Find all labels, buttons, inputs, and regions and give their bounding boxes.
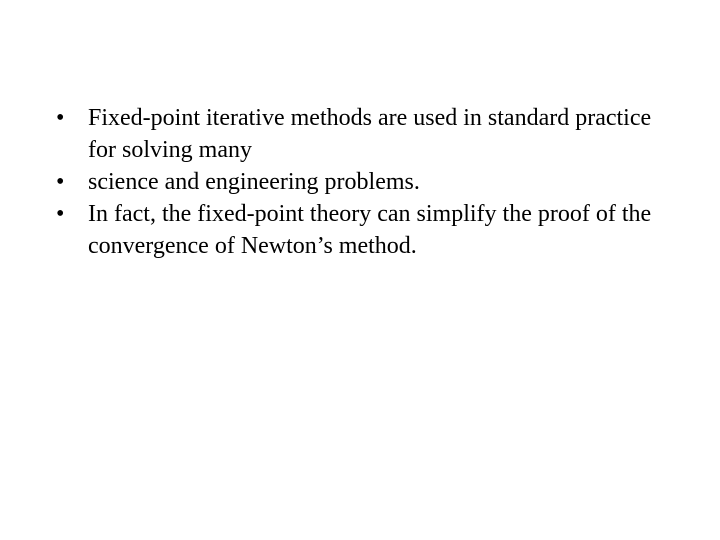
bullet-text: In fact, the fixed-point theory can simplify the proof of the convergence of Newton’s method. xyxy=(88,201,652,259)
bullet-icon: • xyxy=(56,169,65,195)
bullet-text: science and engineering problems. xyxy=(88,169,420,195)
bullet-icon: • xyxy=(56,105,65,131)
bullet-list xyxy=(56,102,666,262)
bullet-icon: • xyxy=(56,201,65,227)
bullet-item xyxy=(56,198,666,262)
bullet-item xyxy=(56,102,666,166)
bullet-item xyxy=(56,166,666,198)
bullet-text: Fixed-point iterative methods are used in standard practice for solving many xyxy=(88,105,652,163)
